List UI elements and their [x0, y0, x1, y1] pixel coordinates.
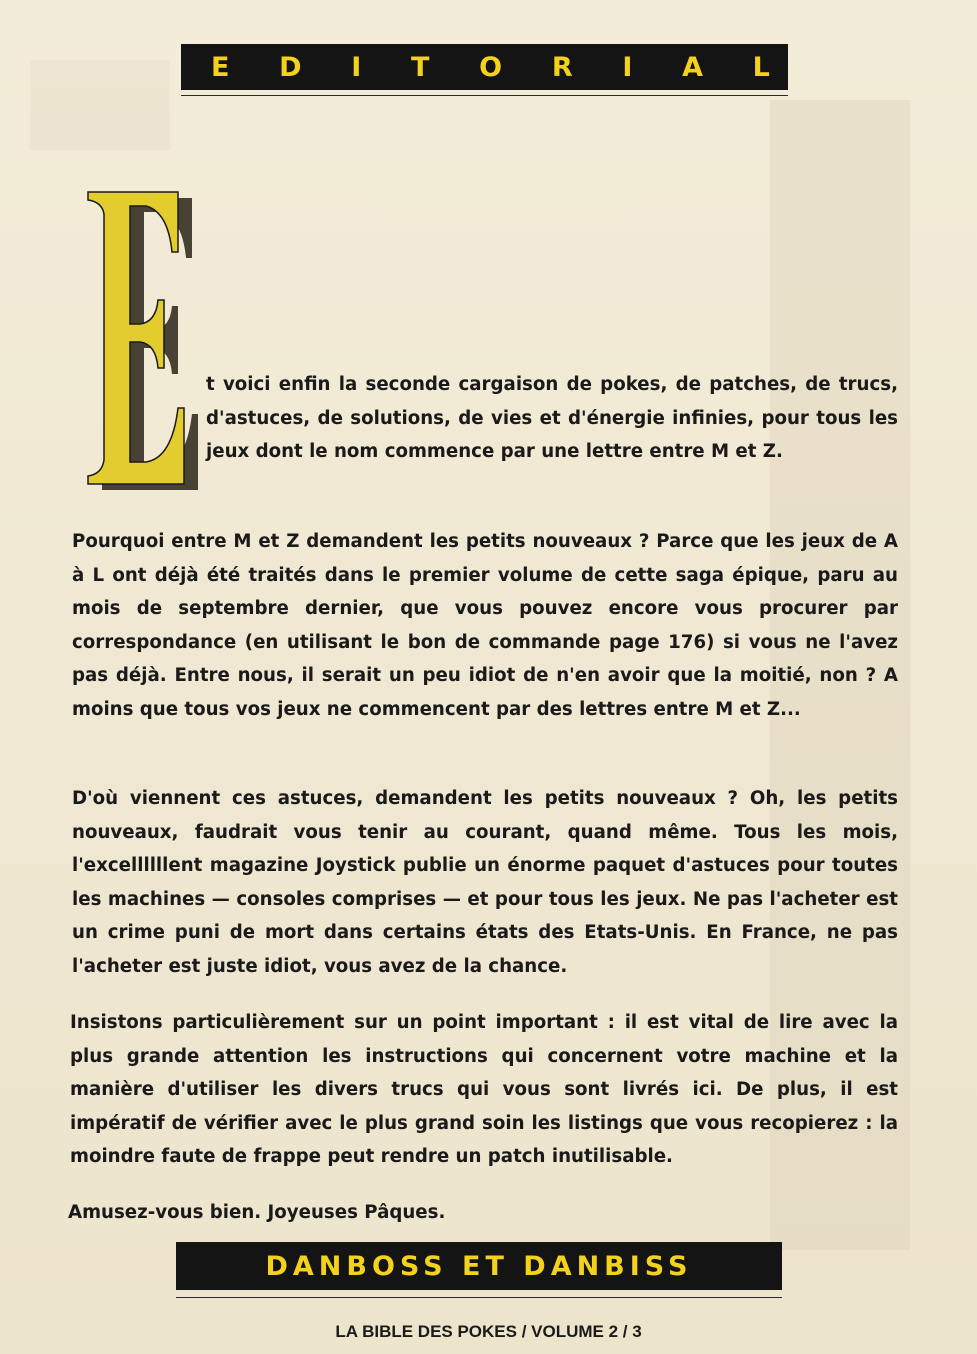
header-letter: O	[479, 51, 503, 83]
editorial-header	[181, 44, 788, 90]
header-letter: D	[279, 51, 302, 83]
header-rule	[181, 95, 788, 96]
page-footer: LA BIBLE DES POKES / VOLUME 2 / 3	[335, 1322, 642, 1341]
header-letter: R	[551, 51, 573, 83]
paragraph-warning: Insistons particulièrement sur un point important : il est vital de lire avec la plus grande attention les instructions qui concernent votre machine et la manière d'utiliser les divers trucs qui vous sont livrés ici. De plus, il est impératif de vérifier avec le plus grand soin les listings que vous recopierez : la moindre faute de frappe peut rendre un patch inutilisable.	[70, 1012, 898, 1167]
signature-text: DANBOSS ET DANBISS	[265, 1250, 693, 1282]
drop-cap-label: E	[82, 178, 83, 179]
paragraph-closing: Amusez-vous bien. Joyeuses Pâques.	[68, 1202, 446, 1223]
header-letter: E	[211, 51, 230, 83]
header-letter: A	[682, 51, 703, 83]
signature-rule	[176, 1297, 782, 1298]
paragraph-intro: t voici enfin la seconde cargaison de pokes, de patches, de trucs, d'astuces, de solutions, de vies et d'énergie infinies, pour tous les jeux dont le nom commence par une lettre entre M et Z.	[206, 374, 898, 462]
header-letter: L	[752, 51, 770, 83]
header-letter: I	[351, 51, 362, 83]
signature-banner	[176, 1242, 782, 1290]
header-letter: T	[411, 51, 430, 83]
drop-cap	[82, 178, 202, 498]
bleed-through-texture	[30, 60, 170, 150]
paragraph-source-of-tips: D'où viennent ces astuces, demandent les petits nouveaux ? Oh, les petits nouveaux, faudrait vous tenir au courant, quand même. Tous les mois, l'excellllllent magazine Joystick publie un énorme paquet d'astuces pour toutes les machines — consoles comprises — et pour tous les jeux. Ne pas l'acheter est un crime puni de mort dans certains états des Etats-Unis. En France, ne pas l'acheter est juste idiot, vous avez de la chance.	[72, 788, 898, 977]
paragraph-why-m-to-z: Pourquoi entre M et Z demandent les petits nouveaux ? Parce que les jeux de A à L ont déjà été traités dans le premier volume de cette saga épique, paru au mois de septembre dernier, que vous pouvez encore vous procurer par correspondance (en utilisant le bon de commande page 176) si vous ne l'avez pas déjà. Entre nous, il serait un peu idiot de n'en avoir que la moitié, non ? A moins que tous vos jeux ne commencent par des lettres entre M et Z...	[72, 531, 898, 720]
header-letter: I	[622, 51, 633, 83]
